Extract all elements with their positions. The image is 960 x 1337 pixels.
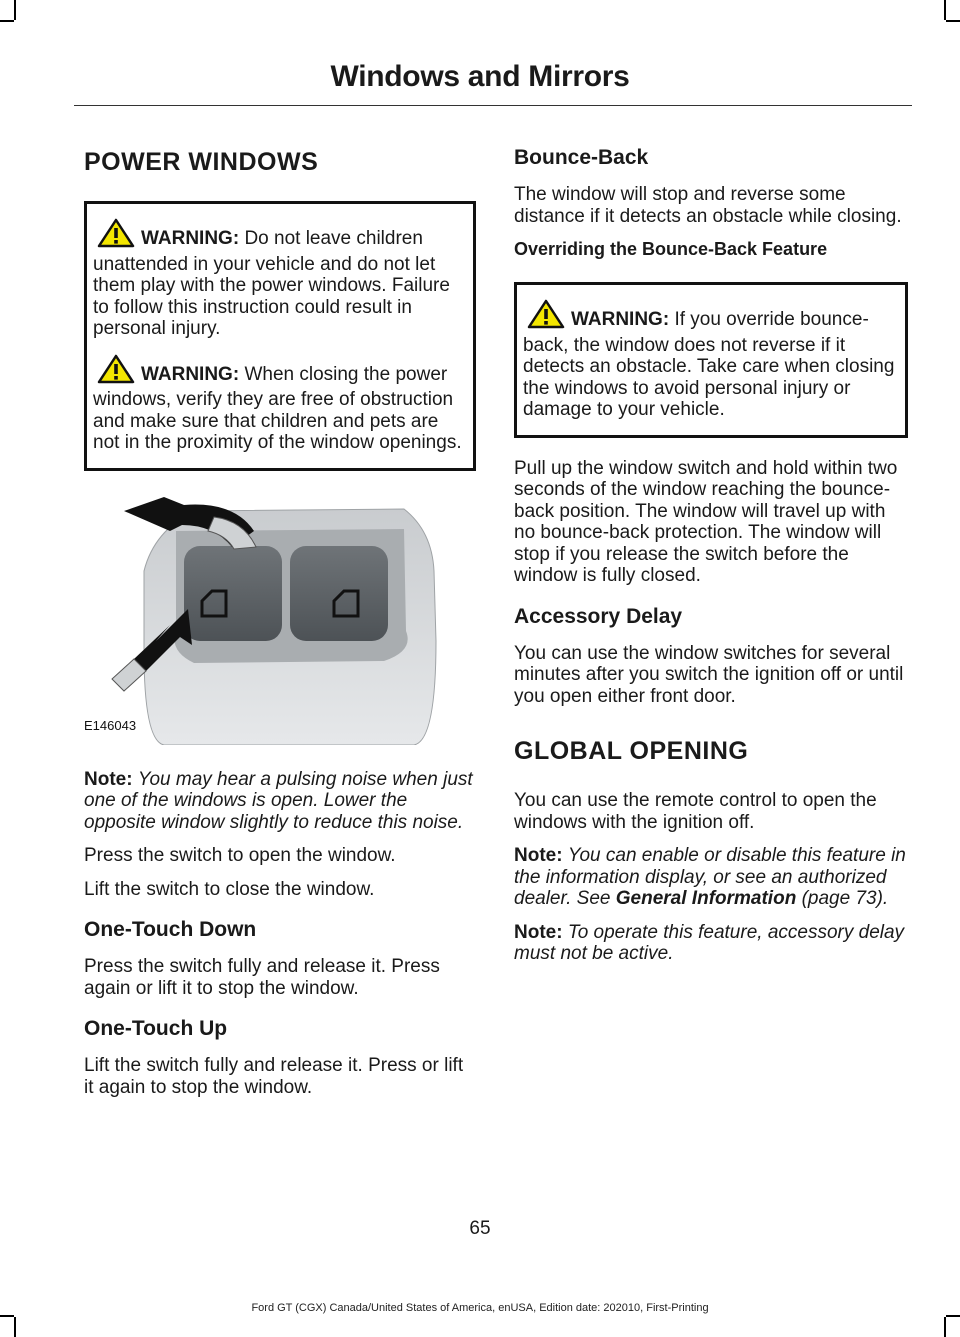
note-paragraph [514, 922, 908, 965]
warning-box [84, 201, 476, 471]
page-header-title: Windows and Mirrors [330, 60, 630, 93]
crop-mark [14, 1317, 16, 1337]
body-paragraph: Lift the switch fully and release it. Press or lift it again to stop the window. [84, 1055, 464, 1098]
page-number: 65 [469, 1218, 491, 1239]
section-title-power-windows: POWER WINDOWS [84, 148, 319, 176]
warning-triangle-icon [97, 354, 135, 390]
crop-mark [944, 1317, 946, 1337]
warning-triangle-icon [97, 218, 135, 254]
warning-text: When closing the power windows, verify they are free of obstruction and make sure that children and pets are not in the proximity of the window openings. [93, 363, 462, 453]
warning-label: WARNING: [141, 228, 240, 249]
window-switch-illustration [84, 491, 476, 745]
subheading-accessory-delay: Accessory Delay [514, 604, 683, 628]
body-paragraph: Pull up the window switch and hold within two seconds of the window reaching the bounce-back position. The window will travel up with no bounce-back protection. The window will stop if you release the switch before the window is fully closed. [514, 457, 898, 586]
subheading-one-touch-down: One-Touch Down [84, 918, 257, 941]
subheading-one-touch-up: One-Touch Up [84, 1017, 228, 1040]
section-title-global-opening: GLOBAL OPENING [514, 737, 749, 765]
warning-paragraph [93, 218, 467, 340]
subheading-override: Overriding the Bounce-Back Feature [514, 239, 828, 259]
note-text: You can enable or disable this feature in the information display, or see an authorized dealer. See [514, 845, 906, 909]
header-divider [74, 105, 912, 106]
right-column [514, 140, 908, 977]
warning-text: Do not leave children unattended in your vehicle and do not let them play with the power windows. Failure to follow this instruction could result in personal injury. [93, 228, 450, 339]
note-label: Note: [514, 921, 563, 943]
note-label: Note: [514, 845, 563, 866]
crop-mark [946, 20, 960, 22]
illustration-code: E146043 [84, 717, 137, 733]
warning-triangle-icon [527, 299, 565, 335]
body-paragraph: The window will stop and reverse some distance if it detects an obstacle while closing. [514, 184, 902, 227]
crop-mark [14, 0, 16, 20]
cross-reference-link[interactable]: General Information [615, 888, 797, 909]
note-text: You may hear a pulsing noise when just one of the windows is open. Lower the opposite window slightly to reduce this noise. [84, 768, 473, 833]
warning-label: WARNING: [571, 309, 670, 330]
left-column [84, 140, 476, 1110]
crop-mark [0, 1315, 14, 1317]
note-paragraph [514, 845, 908, 910]
footer-edition-text: Ford GT (CGX) Canada/United States of America, enUSA, Edition date: 202010, First-Printing [251, 1302, 709, 1314]
warning-paragraph [523, 299, 899, 421]
crop-mark [0, 20, 14, 22]
warning-label: WARNING: [141, 363, 240, 385]
body-paragraph: You can use the remote control to open the windows with the ignition off. [514, 790, 877, 833]
body-paragraph: You can use the window switches for several minutes after you switch the ignition off or until you open either front door. [514, 642, 904, 707]
note-paragraph [84, 769, 476, 834]
subheading-bounce-back: Bounce-Back [514, 146, 649, 169]
crop-mark [944, 0, 946, 20]
note-text: To operate this feature, accessory delay must not be active. [514, 921, 905, 964]
page-reference: (page 73). [801, 888, 889, 909]
body-paragraph: Lift the switch to close the window. [84, 878, 375, 900]
note-label: Note: [84, 768, 133, 790]
body-paragraph: Press the switch to open the window. [84, 845, 396, 866]
crop-mark [946, 1315, 960, 1317]
warning-text: If you override bounce-back, the window does not reverse if it detects an obstacle. Take care when closing the windows to avoid personal injury or damage to your vehicle. [523, 309, 895, 420]
warning-paragraph [93, 354, 467, 454]
body-paragraph: Press the switch fully and release it. Press again or lift it to stop the window. [84, 956, 440, 999]
switch-panel-drawing [84, 491, 476, 745]
warning-box [514, 282, 908, 438]
